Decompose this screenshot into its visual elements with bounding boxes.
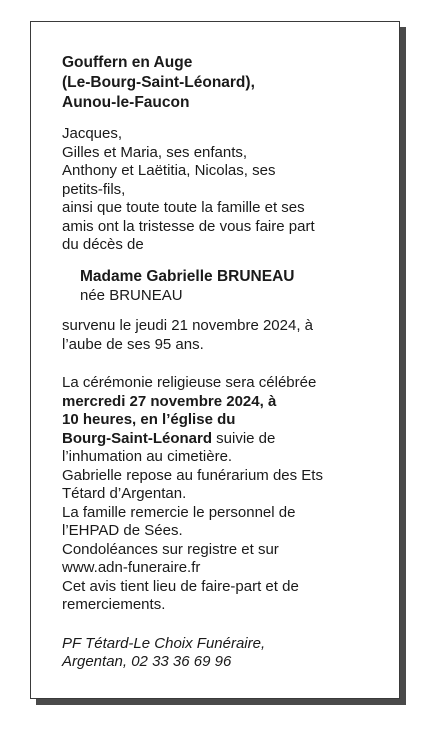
ceremony-date: mercredi 27 novembre 2024, à xyxy=(62,392,277,410)
location-line: Gouffern en Auge xyxy=(62,54,193,71)
website-text: www.adn-funeraire.fr xyxy=(62,559,201,576)
family-line: petits-fils, xyxy=(62,180,126,198)
location-heading xyxy=(62,53,392,113)
death-line: survenu le jeudi 21 novembre 2024, à xyxy=(62,317,314,334)
ceremony-line: La cérémonie religieuse sera célébrée xyxy=(62,374,317,391)
ceremony-line: remerciements. xyxy=(62,596,166,613)
deceased-block xyxy=(62,267,392,306)
family-line: ainsi que toute toute la famille et ses xyxy=(62,199,305,216)
obituary-notice xyxy=(30,21,400,699)
family-line: Jacques, xyxy=(62,125,123,142)
location-line: (Le-Bourg-Saint-Léonard), xyxy=(62,74,255,91)
funeral-home-name: PF Tétard-Le Choix Funéraire, xyxy=(62,634,266,652)
ceremony-line: Gabrielle repose au funérarium des Ets xyxy=(62,466,323,484)
ceremony-line: Cet avis tient lieu de faire-part et de xyxy=(62,577,299,595)
funeral-home-footer xyxy=(62,635,392,672)
deceased-name: Madame Gabrielle BRUNEAU xyxy=(80,267,295,285)
family-announcement xyxy=(62,125,392,255)
ceremony-line: Condoléances sur registre et sur xyxy=(62,540,279,558)
maiden-name: née BRUNEAU xyxy=(80,286,183,304)
notice-content xyxy=(62,53,392,672)
death-line: l’aube de ses 95 ans. xyxy=(62,335,204,353)
ceremony-line xyxy=(62,430,392,449)
ceremony-line: Tétard d’Argentan. xyxy=(62,485,187,502)
location-line: Aunou-le-Faucon xyxy=(62,94,190,111)
family-line: amis ont la tristesse de vous faire part xyxy=(62,217,315,235)
family-line: Anthony et Laëtitia, Nicolas, ses xyxy=(62,162,276,179)
family-line: du décès de xyxy=(62,236,144,253)
ceremony-details xyxy=(62,374,392,615)
ceremony-location: Bourg-Saint-Léonard xyxy=(62,429,212,447)
ceremony-line: La famille remercie le personnel de xyxy=(62,503,296,521)
ceremony-line: l’EHPAD de Sées. xyxy=(62,522,183,539)
ceremony-line: l’inhumation au cimetière. xyxy=(62,448,233,465)
funeral-home-contact: Argentan, 02 33 36 69 96 xyxy=(62,653,232,670)
ceremony-line-tail: suivie de xyxy=(212,429,276,447)
ceremony-time-place: 10 heures, en l’église du xyxy=(62,411,236,428)
death-details xyxy=(62,317,392,354)
family-line: Gilles et Maria, ses enfants, xyxy=(62,143,248,161)
